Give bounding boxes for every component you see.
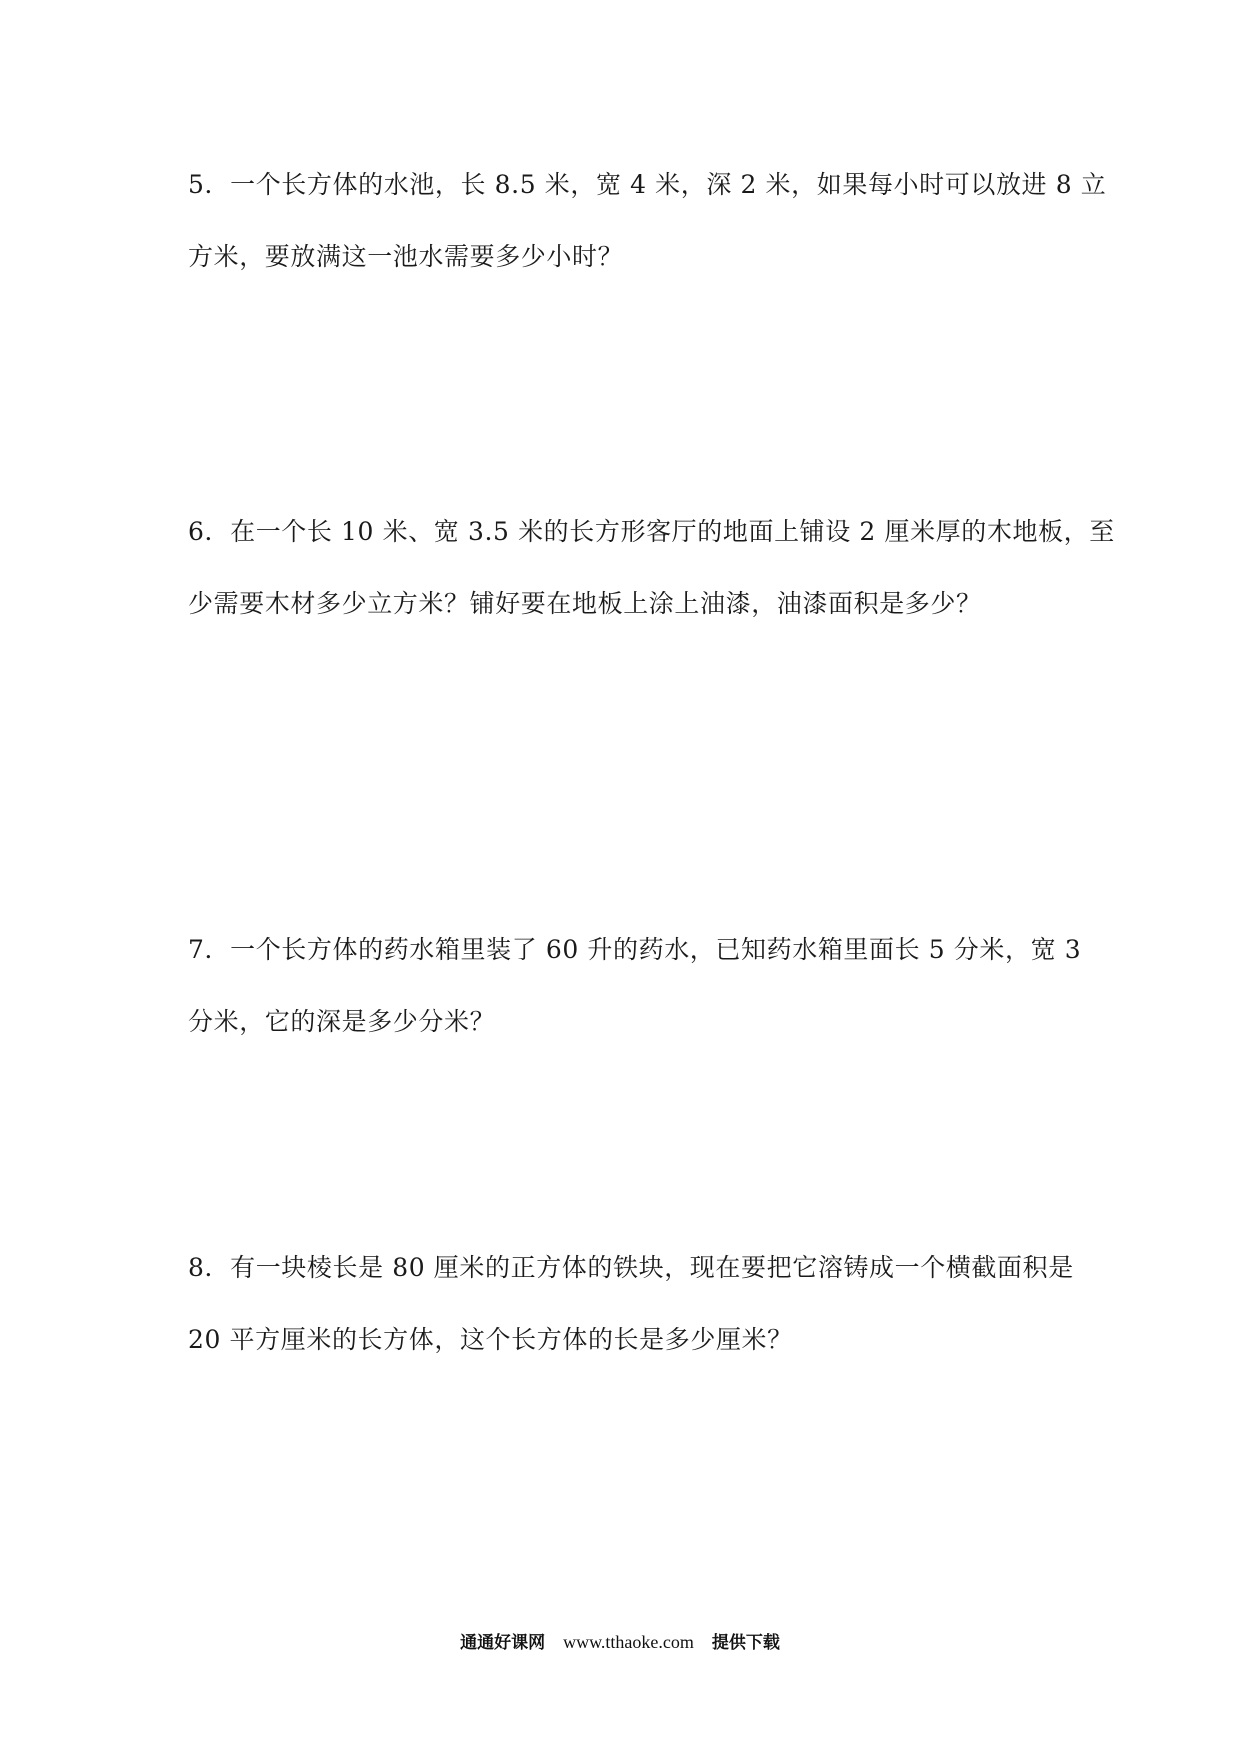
problem-8-line-2: 20 平方厘米的长方体，这个长方体的长是多少厘米？ xyxy=(188,1325,793,1354)
problem-7-line-1: 7．一个长方体的药水箱里装了 60 升的药水，已知药水箱里面长 5 分米，宽 3 xyxy=(188,935,1082,964)
problem-6-line-2: 少需要木材多少立方米？铺好要在地板上涂上油漆，油漆面积是多少？ xyxy=(188,589,982,618)
problem-5-line-2: 方米，要放满这一池水需要多少小时？ xyxy=(188,242,624,271)
footer-url-link[interactable]: www.tthaoke.com xyxy=(563,1632,694,1652)
problem-6-line-1: 6．在一个长 10 米、宽 3.5 米的长方形客厅的地面上铺设 2 厘米厚的木地板，至 xyxy=(188,517,1115,546)
footer-site-name: 通通好课网 xyxy=(460,1633,546,1653)
problem-8 xyxy=(188,1253,1074,1354)
problem-8-line-1: 8．有一块棱长是 80 厘米的正方体的铁块，现在要把它溶铸成一个横截面积是 xyxy=(188,1253,1074,1282)
problem-5 xyxy=(188,170,1107,271)
problem-7 xyxy=(188,935,1082,1036)
page-footer xyxy=(0,1632,1240,1653)
footer-action-text: 提供下载 xyxy=(711,1633,780,1653)
problem-7-line-2: 分米，它的深是多少分米？ xyxy=(188,1007,496,1036)
problem-6 xyxy=(188,517,1115,618)
problem-5-line-1: 5．一个长方体的水池，长 8.5 米，宽 4 米，深 2 米，如果每小时可以放进 8 立 xyxy=(188,170,1107,199)
